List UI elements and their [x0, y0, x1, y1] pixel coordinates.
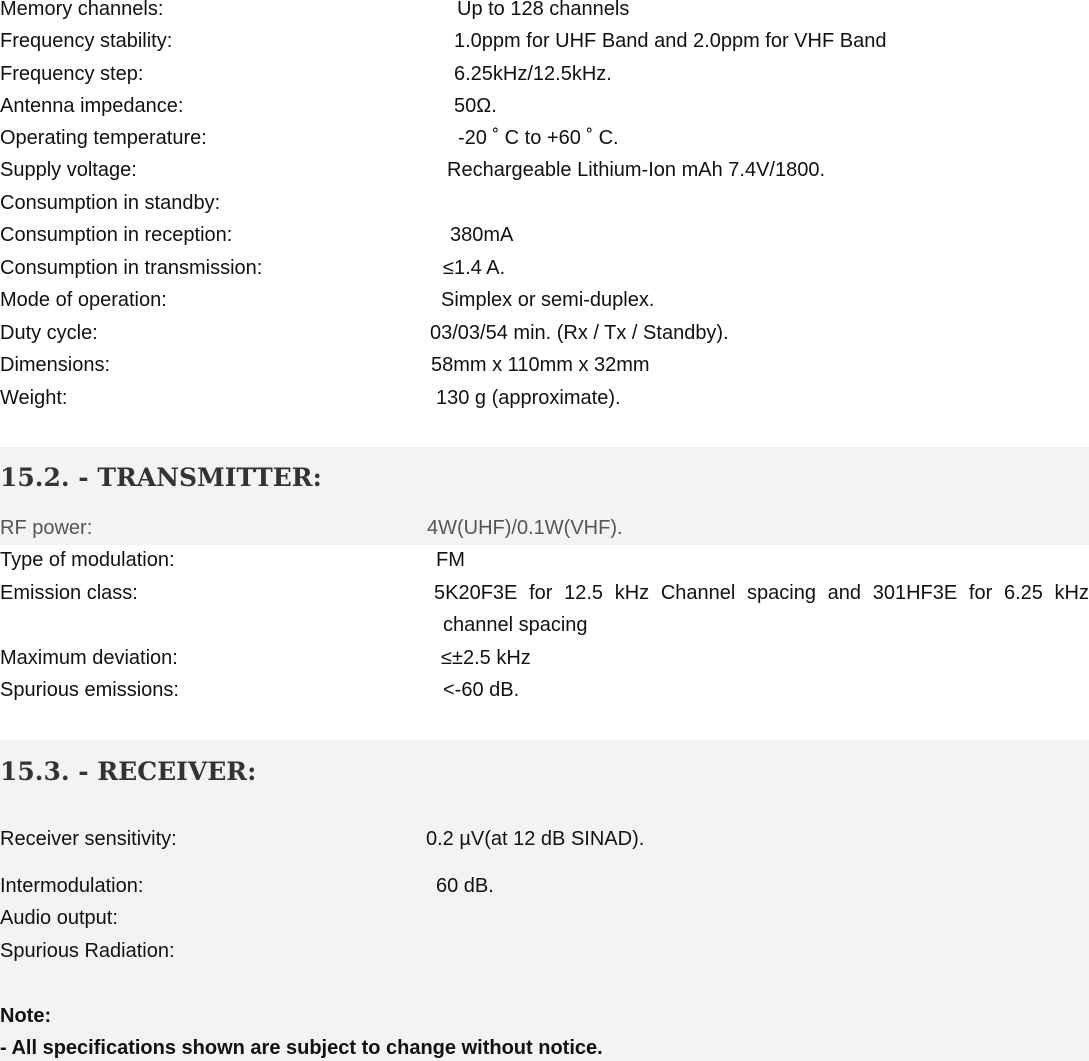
spec-label: Frequency stability: — [0, 30, 173, 52]
spec-value: 60 dB. — [436, 875, 494, 897]
receiver-section-band — [0, 740, 1089, 1061]
spec-value: <-60 dB. — [443, 679, 520, 701]
spec-label: Intermodulation: — [0, 875, 144, 897]
spec-label: Maximum deviation: — [0, 647, 178, 669]
spec-label: Supply voltage: — [0, 159, 137, 181]
spec-value: 6.25kHz/12.5kHz. — [454, 63, 612, 85]
spec-label: Mode of operation: — [0, 289, 167, 311]
spec-value: -20 ˚ C to +60 ˚ C. — [458, 127, 619, 149]
spec-label: Duty cycle: — [0, 322, 98, 344]
spec-value: ≤1.4 A. — [443, 257, 506, 279]
spec-value: 4W(UHF)/0.1W(VHF). — [427, 517, 623, 539]
spec-label: Emission class: — [0, 582, 138, 604]
spec-value: 0.2 µV(at 12 dB SINAD). — [426, 828, 645, 850]
spec-value: ≤±2.5 kHz — [441, 647, 531, 669]
spec-value: 1.0ppm for UHF Band and 2.0ppm for VHF Band — [454, 30, 887, 52]
note-text: - All specifications shown are subject to change without notice. — [0, 1037, 603, 1059]
spec-value: 130 g (approximate). — [436, 387, 621, 409]
spec-label: Spurious Radiation: — [0, 940, 175, 962]
section-heading-receiver: 15.3. - RECEIVER: — [0, 757, 257, 786]
spec-label: Consumption in transmission: — [0, 257, 263, 279]
spec-label: Memory channels: — [0, 0, 164, 20]
spec-value-continued: channel spacing — [443, 614, 588, 636]
spec-label: Audio output: — [0, 907, 118, 929]
note-title: Note: — [0, 1005, 52, 1027]
spec-value: Rechargeable Lithium-Ion mAh 7.4V/1800. — [447, 159, 826, 181]
section-heading-transmitter: 15.2. - TRANSMITTER: — [0, 463, 322, 492]
spec-label: Spurious emissions: — [0, 679, 179, 701]
spec-value: 380mA — [450, 224, 514, 246]
spec-label: Weight: — [0, 387, 68, 409]
spec-value: 03/03/54 min. (Rx / Tx / Standby). — [430, 322, 729, 344]
spec-label: Antenna impedance: — [0, 95, 184, 117]
spec-value: 5K20F3E for 12.5 kHz Channel spacing and 301HF3E for 6.25 kHz — [434, 582, 1089, 604]
spec-label: Type of modulation: — [0, 549, 175, 571]
spec-label: Receiver sensitivity: — [0, 828, 177, 850]
spec-value: 50Ω. — [454, 95, 497, 117]
spec-label: Frequency step: — [0, 63, 144, 85]
spec-label: Dimensions: — [0, 354, 111, 376]
spec-label: Operating temperature: — [0, 127, 207, 149]
spec-label: Consumption in reception: — [0, 224, 233, 246]
spec-value: Simplex or semi-duplex. — [441, 289, 655, 311]
spec-label: RF power: — [0, 517, 93, 539]
spec-label: Consumption in standby: — [0, 192, 221, 214]
spec-value: 58mm x 110mm x 32mm — [431, 354, 650, 376]
spec-value: FM — [436, 549, 465, 571]
spec-value: Up to 128 channels — [457, 0, 630, 20]
